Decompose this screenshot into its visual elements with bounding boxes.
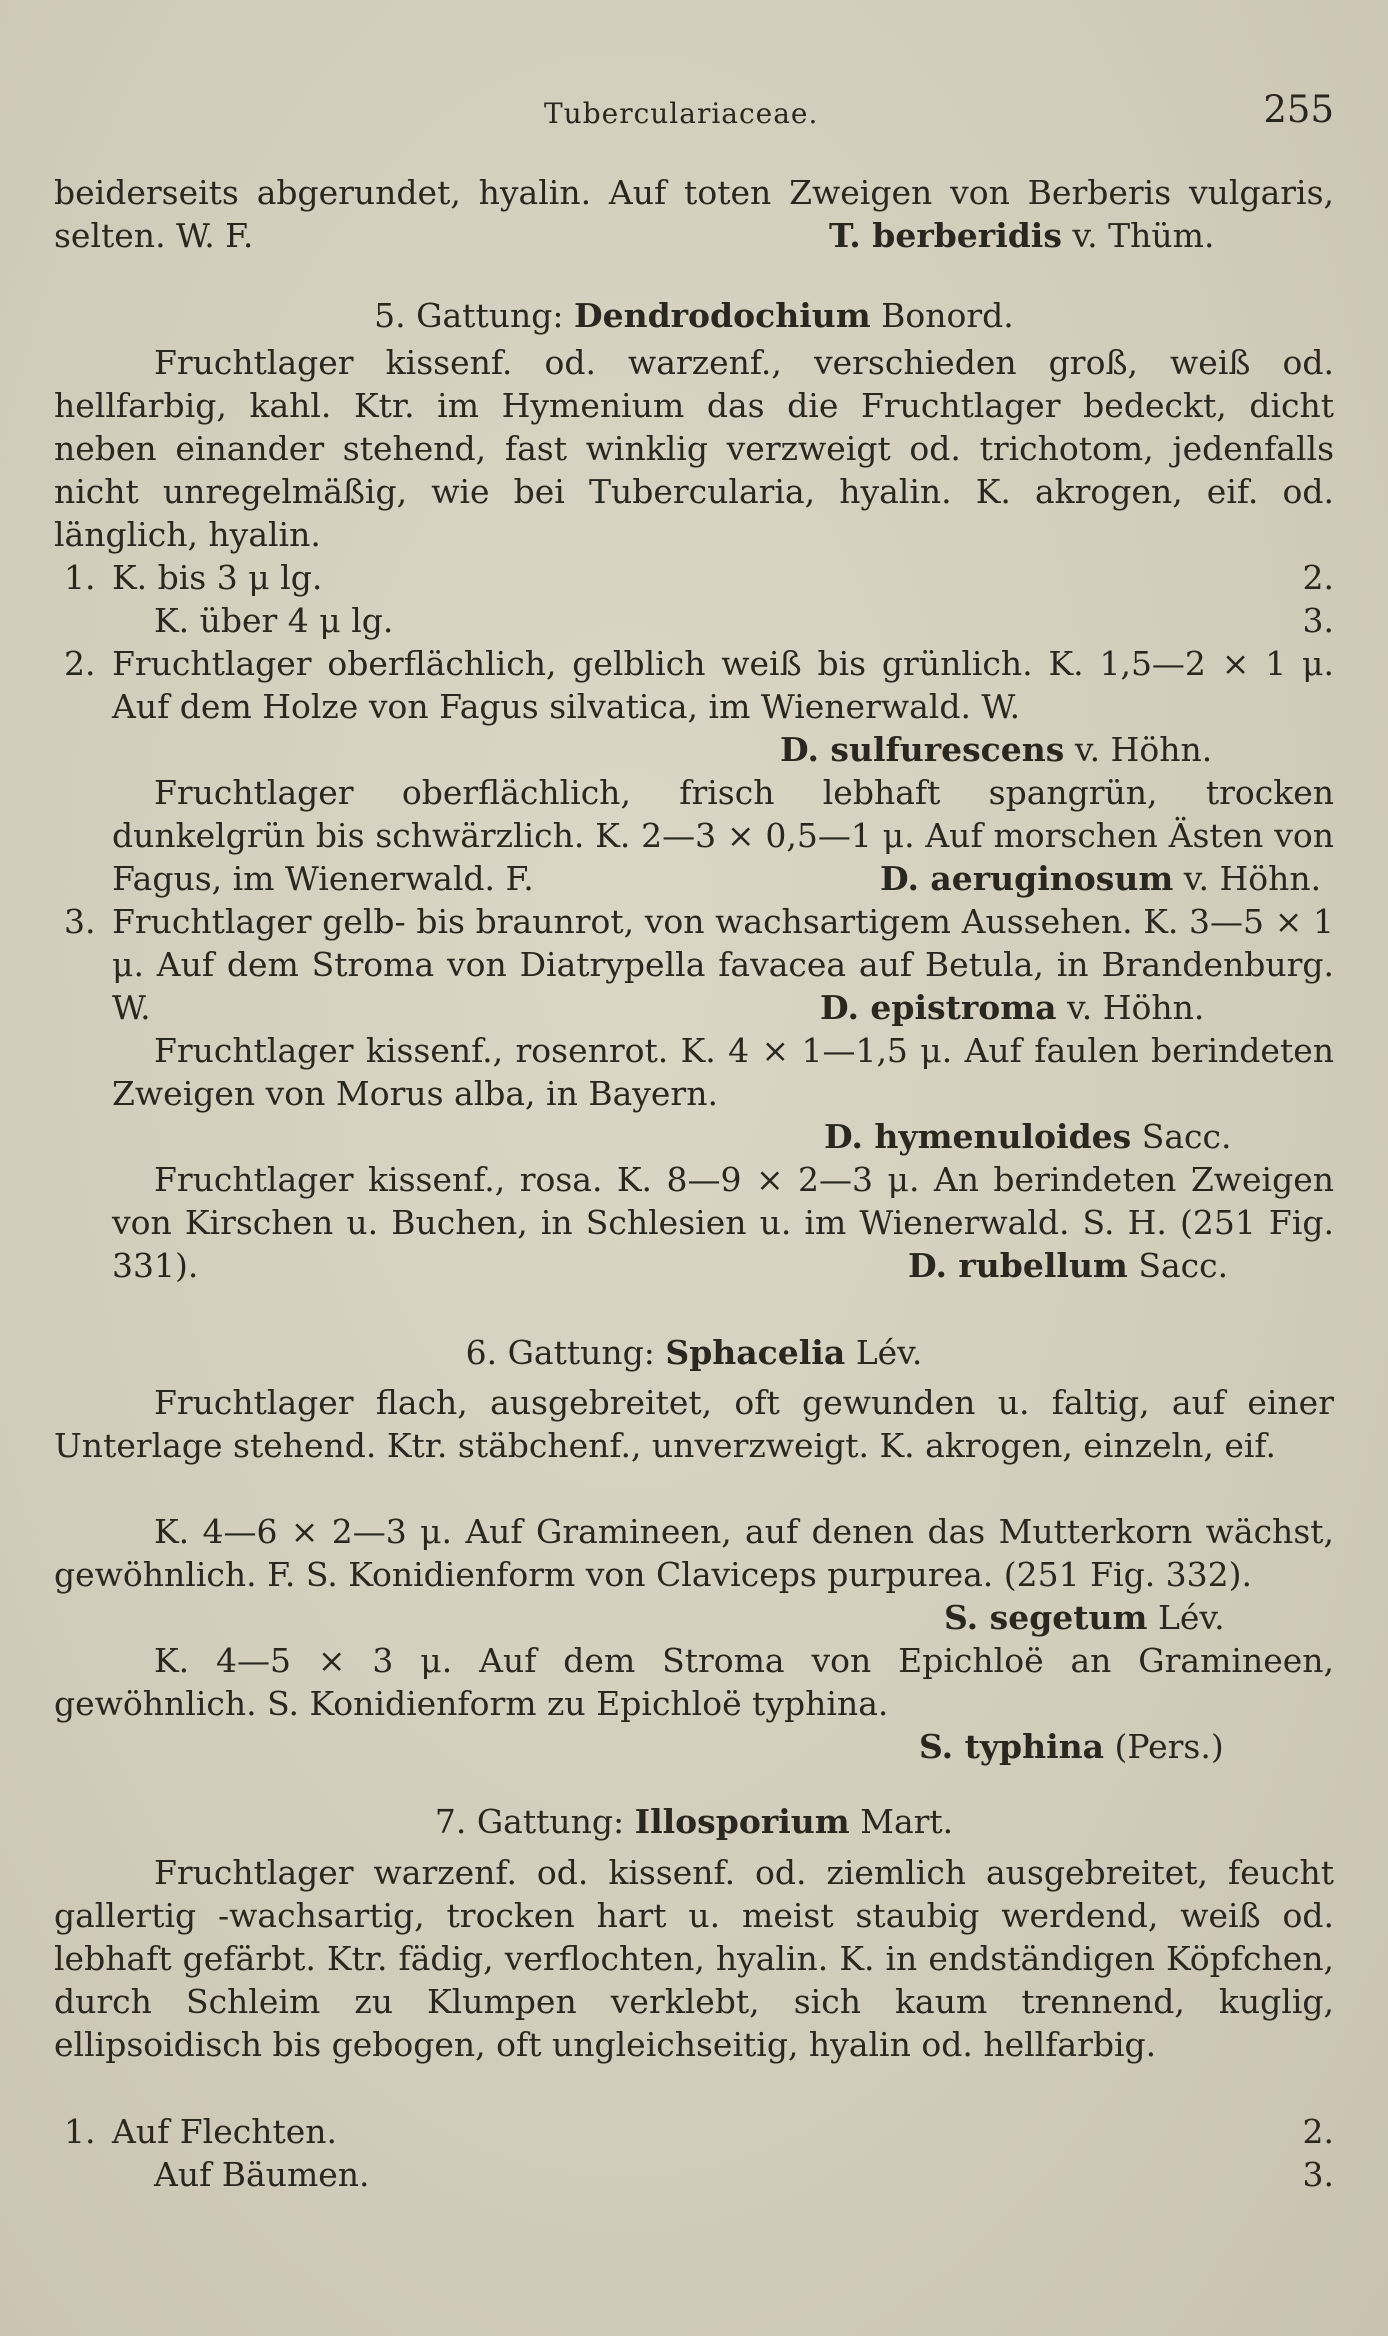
key-lead: 3.: [1302, 601, 1334, 640]
key-entry: [64, 642, 1334, 728]
species-text: K. 4—5 × 3 μ. Auf dem Stroma von Epichloë an Gramineen, gewöhnlich. S. Konidienform zu Epichloë typhina.: [54, 1641, 1334, 1723]
key-text: K. über 4 μ lg.: [154, 601, 394, 640]
species-name: D. rubellum: [908, 1246, 1128, 1285]
species-name: D. hymenuloides: [824, 1117, 1132, 1156]
genus-heading-illosporium: [54, 1800, 1334, 1843]
genus-name: Illosporium: [634, 1802, 850, 1841]
key-text: Fruchtlager oberflächlich, frisch lebhaft spangrün, trocken dunkelgrün bis schwärzlich. K. 2—3 × 0,5—1 μ. Auf morschen Ästen von Fagus, im Wienerwald. F.: [112, 773, 1334, 898]
genus-author: Mart.: [860, 1802, 954, 1841]
description-text: Fruchtlager kissenf. od. warzenf., verschieden groß, weiß od. hellfarbig, kahl. Ktr. im Hymenium das die Fruchtlager bedeckt, dicht neben einander stehend, fast winklig verzweigt od. trichotom, jedenfalls nicht unregelmäßig, wie bei Tubercularia, hyalin. K. akrogen, eif. od. länglich, hyalin.: [54, 343, 1334, 554]
key-number: 2.: [64, 644, 96, 683]
description-text: Fruchtlager flach, ausgebreitet, oft gewunden u. faltig, auf einer Unterlage stehend. Ktr. stäbchenf., unverzweigt. K. akrogen, einzeln, eif.: [54, 1383, 1334, 1465]
key-number: 1.: [64, 2112, 96, 2151]
running-title: Tuberculariaceae.: [544, 97, 819, 130]
species-name: D. aeruginosum: [880, 859, 1174, 898]
key-line: [54, 2153, 1334, 2196]
species-name: D. epistroma: [820, 988, 1057, 1027]
key-text: Fruchtlager oberflächlich, gelblich weiß bis grünlich. K. 1,5—2 × 1 μ. Auf dem Holze von Fagus silvatica, im Wienerwald. W.: [112, 644, 1334, 726]
genus-heading-dendrodochium: [54, 294, 1334, 337]
species-author: Sacc.: [1138, 1246, 1229, 1285]
key-text: Auf Flechten.: [112, 2112, 338, 2151]
species-author: v. Höhn.: [1067, 988, 1205, 1027]
genus-prefix: 5. Gattung:: [374, 296, 564, 335]
genus-description: [54, 1851, 1334, 2066]
genus-prefix: 6. Gattung:: [465, 1333, 655, 1372]
key-text: Fruchtlager kissenf., rosa. K. 8—9 × 2—3 μ. An berindeten Zweigen von Kirschen u. Buchen, in Schlesien u. im Wienerwald. S. H. (251 Fig. 331).: [112, 1160, 1334, 1285]
genus-author: Lév.: [855, 1333, 923, 1372]
genus-description: [54, 341, 1334, 556]
species-author: (Pers.): [1114, 1727, 1224, 1766]
genus-heading-sphacelia: [54, 1331, 1334, 1374]
genus-author: Bonord.: [881, 296, 1014, 335]
paragraph-text: beiderseits abgerundet, hyalin. Auf toten Zweigen von Berberis vulgaris, selten. W. F.: [54, 173, 1334, 255]
species-name: S. typhina: [919, 1727, 1105, 1766]
key-text: Fruchtlager gelb- bis braunrot, von wachsartigem Aussehen. K. 3—5 × 1 μ. Auf dem Stroma von Diatrypella favacea auf Betula, in Brandenburg. W.: [112, 902, 1334, 1027]
species-author: Lév.: [1157, 1598, 1225, 1637]
key-number: 1.: [64, 558, 96, 597]
description-text: Fruchtlager warzenf. od. kissenf. od. ziemlich ausgebreitet, feucht gallertig -wachsartig, trocken hart u. meist staubig werdend, weiß od. lebhaft gefärbt. Ktr. fädig, verflochten, hyalin. K. in endständigen Köpfchen, durch Schleim zu Klumpen verklebt, sich kaum trennend, kuglig, ellipsoidisch bis gebogen, oft ungleichseitig, hyalin od. hellfarbig.: [54, 1853, 1334, 2064]
key-entry: [54, 1029, 1334, 1115]
key-lead: 2.: [1302, 558, 1334, 597]
key-line: [54, 599, 1334, 642]
species-name: D. sulfurescens: [780, 730, 1065, 769]
page-number: 255: [1263, 88, 1334, 131]
species-author: v. Thüm.: [1072, 216, 1215, 255]
key-number: 3.: [64, 902, 96, 941]
species-author: Sacc.: [1141, 1117, 1232, 1156]
key-lead: 2.: [1302, 2112, 1334, 2151]
genus-prefix: 7. Gattung:: [434, 1802, 625, 1841]
species-author: v. Höhn.: [1183, 859, 1322, 898]
species-text: K. 4—6 × 2—3 μ. Auf Gramineen, auf denen das Mutterkorn wächst, gewöhnlich. F. S. Konidienform von Claviceps purpurea. (251 Fig. 332).: [54, 1512, 1334, 1594]
key-line: [54, 2110, 1334, 2153]
key-text: K. bis 3 μ lg.: [112, 558, 323, 597]
key-lead: 3.: [1302, 2155, 1334, 2194]
genus-name: Dendrodochium: [573, 296, 871, 335]
key-text: Auf Bäumen.: [154, 2155, 370, 2194]
genus-name: Sphacelia: [665, 1333, 846, 1372]
species-author: v. Höhn.: [1074, 730, 1213, 769]
species-entry: [54, 1510, 1334, 1596]
species-name: T. berberidis: [829, 216, 1062, 255]
species-entry: [54, 1639, 1334, 1725]
key-line: [54, 556, 1334, 599]
genus-description: [54, 1381, 1334, 1467]
species-name: S. segetum: [944, 1598, 1148, 1637]
running-header: [54, 88, 1334, 132]
key-text: Fruchtlager kissenf., rosenrot. K. 4 × 1—1,5 μ. Auf faulen berindeten Zweigen von Morus alba, in Bayern.: [112, 1031, 1334, 1113]
